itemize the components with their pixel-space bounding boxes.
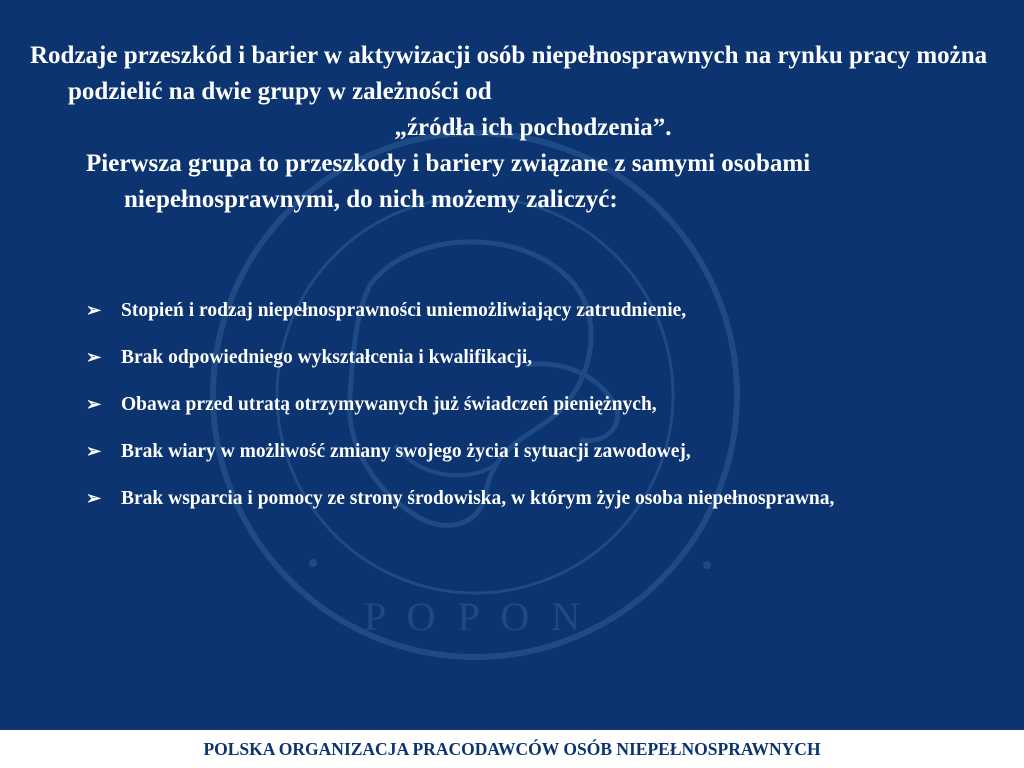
list-item [86,334,976,381]
group-description: Pierwsza grupa to przeszkody i bariery związane z samymi osobami niepełnosprawnymi, do nich możemy zaliczyć: [86,150,811,213]
arrow-bullet-icon: ➢ [86,347,102,367]
heading [30,38,1000,218]
list-item-text: Obawa przed utratą otrzymywanych już świadczeń pieniężnych, [121,394,657,415]
arrow-bullet-icon: ➢ [86,394,102,414]
list-item-text: Stopień i rodzaj niepełnosprawności uniemożliwiający zatrudnienie, [121,300,687,321]
intro-source-line: „źródła ich pochodzenia”. [394,114,672,141]
bullet-list [86,287,976,522]
intro-text: Rodzaje przeszkód i barier w aktywizacji osób niepełnosprawnych na rynku pracy można podzielić na dwie grupy w zależności od [30,42,988,105]
list-item [86,475,976,522]
arrow-bullet-icon: ➢ [86,441,102,461]
list-item [86,381,976,428]
footer-organization-name: POLSKA ORGANIZACJA PRACODAWCÓW OSÓB NIEPEŁNOSPRAWNYCH [0,730,1024,768]
list-item [86,428,976,475]
arrow-bullet-icon: ➢ [86,488,102,508]
list-item-text: Brak wiary w możliwość zmiany swojego życia i sytuacji zawodowej, [121,441,691,462]
watermark-text: P O P O N [363,594,587,639]
list-item-text: Brak odpowiedniego wykształcenia i kwalifikacji, [121,347,533,368]
list-item [86,287,976,334]
arrow-bullet-icon: ➢ [86,300,102,320]
list-item-text: Brak wsparcia i pomocy ze strony środowiska, w którym żyje osoba niepełnosprawna, [121,488,835,509]
